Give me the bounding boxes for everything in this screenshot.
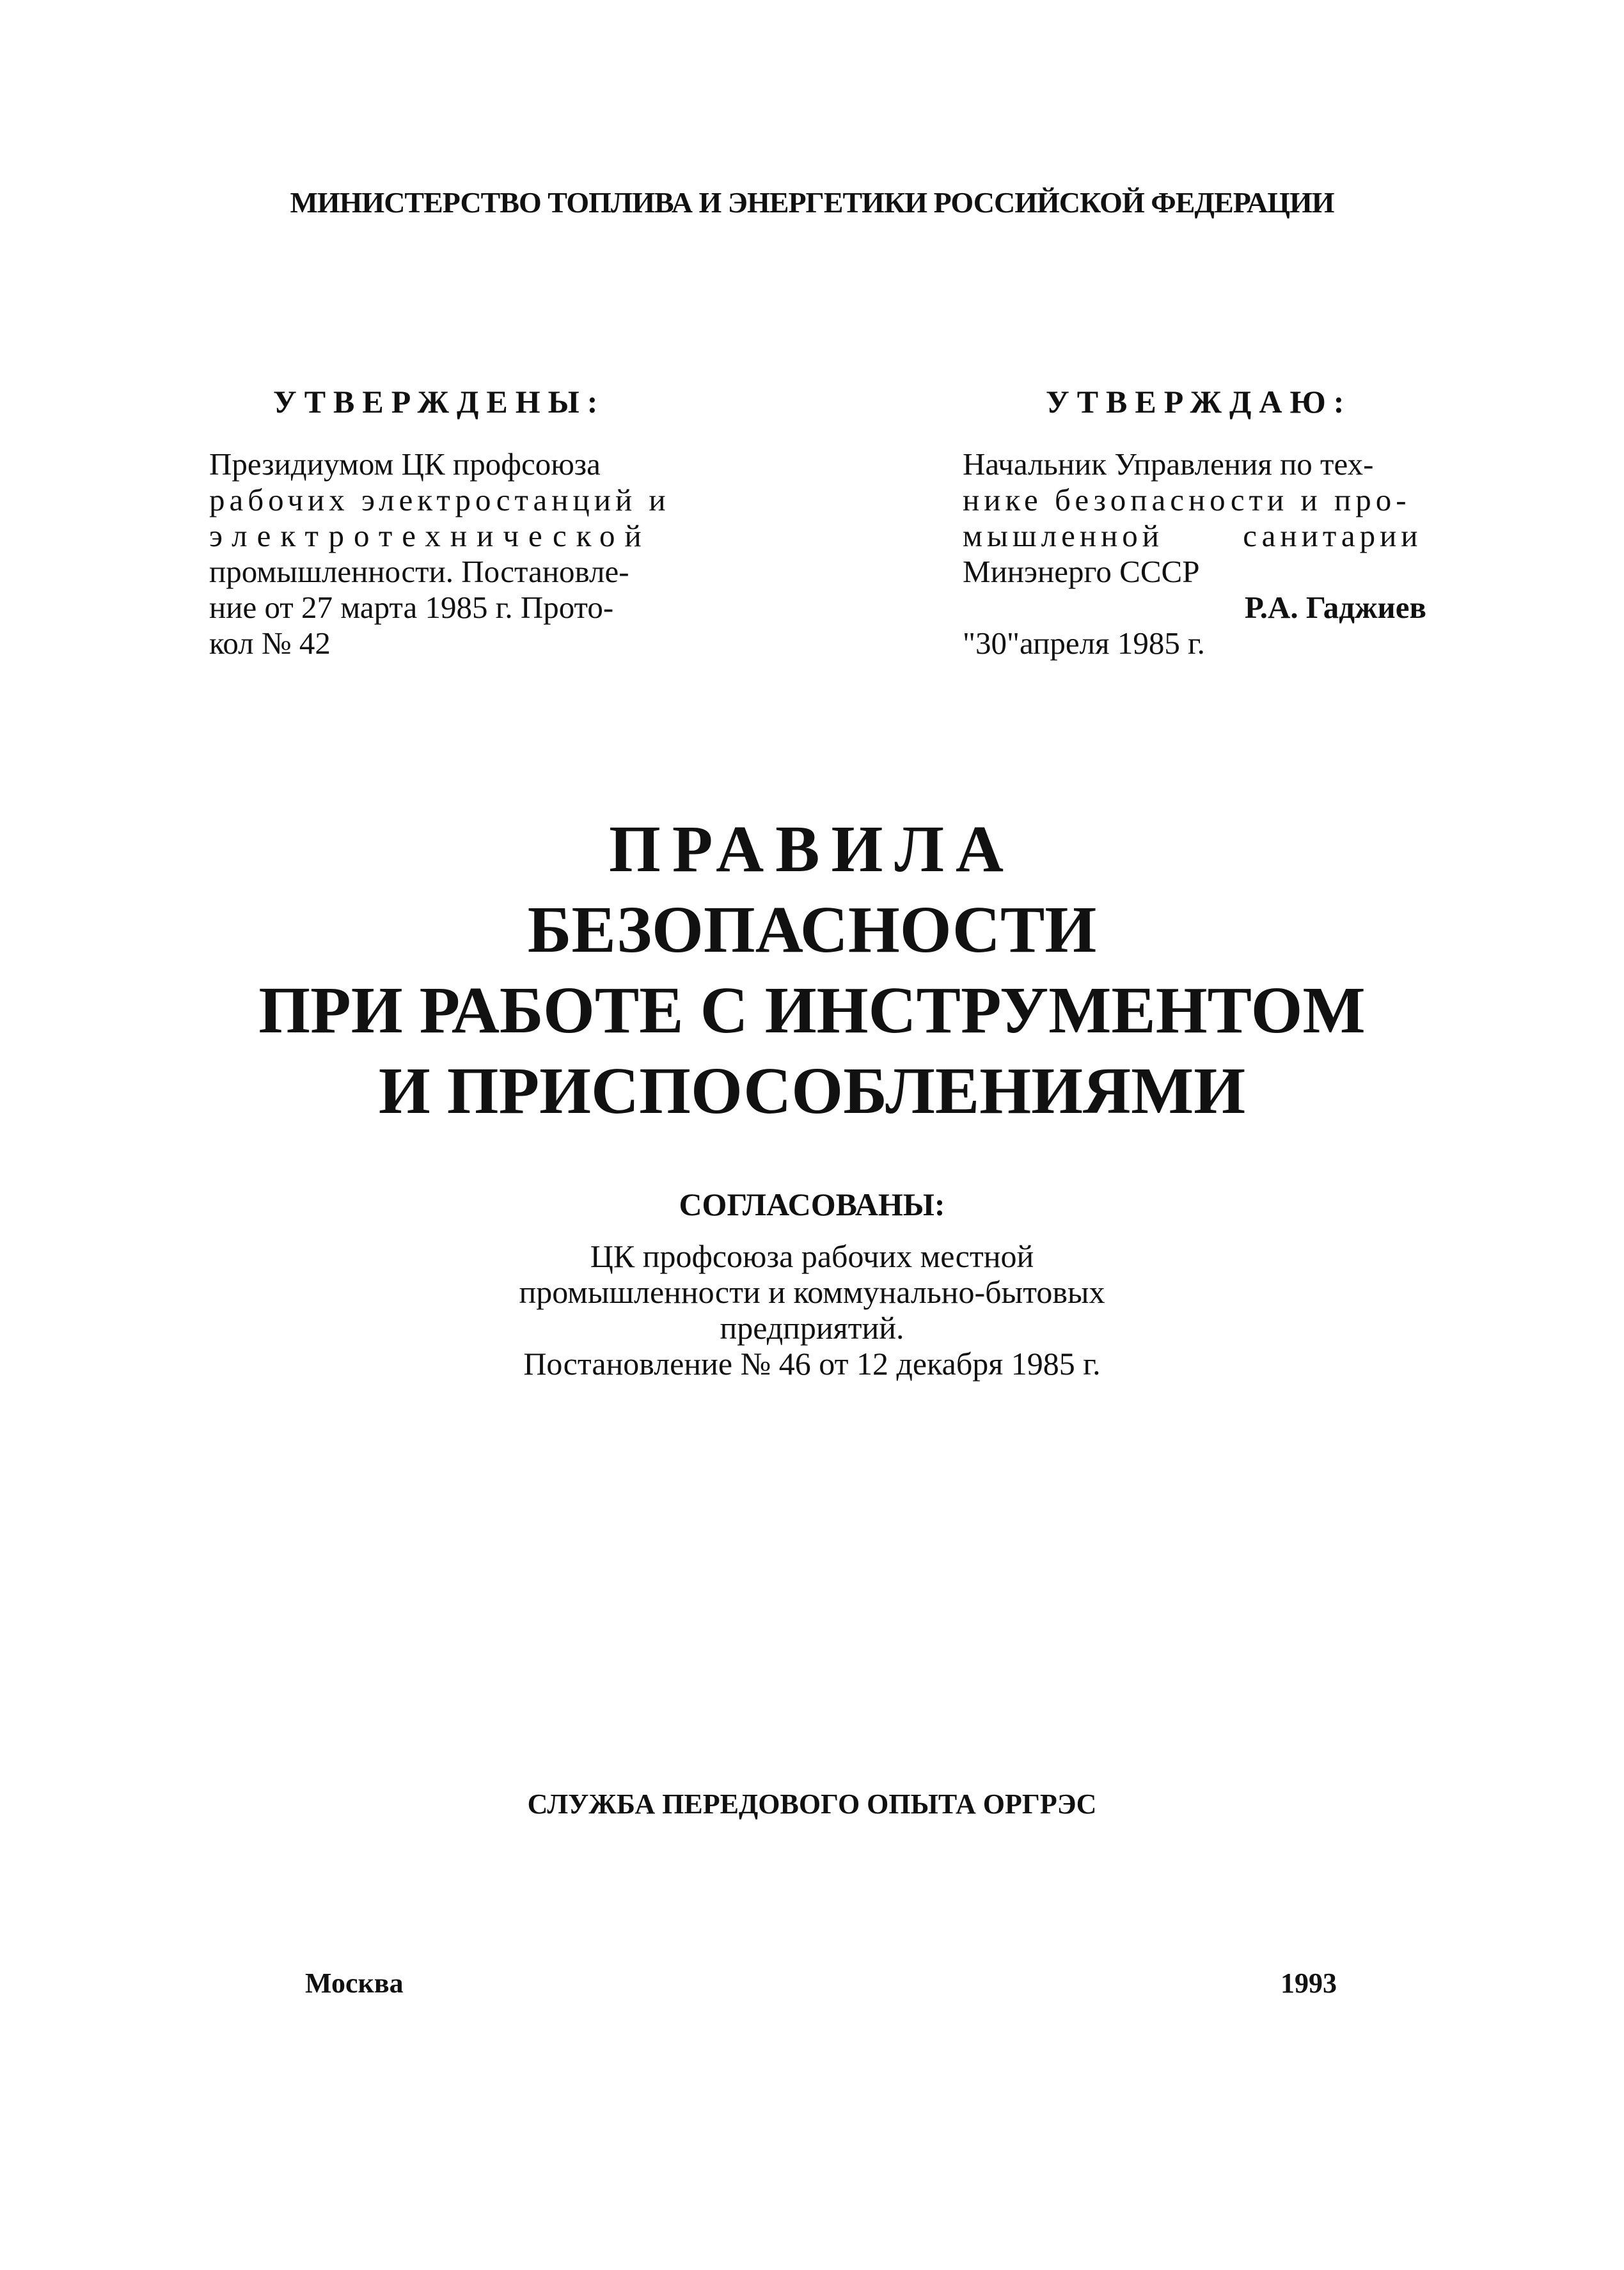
title-line-2: БЕЗОПАСНОСТИ — [527, 893, 1097, 966]
approved-line: Президиумом ЦК профсоюза — [209, 446, 601, 482]
confirm-line: Минэнерго СССР — [963, 554, 1200, 589]
approved-line: рабочих электростанций и — [209, 482, 670, 517]
agreed-line: промышленности и коммунально-бытовых — [519, 1274, 1105, 1310]
approved-line: кол № 42 — [209, 626, 331, 661]
publication-city: Москва — [305, 1967, 404, 1999]
title-line-3: ПРИ РАБОТЕ С ИНСТРУМЕНТОМ — [258, 973, 1366, 1047]
confirm-line: Начальник Управления по тех- — [963, 446, 1374, 482]
approved-heading: УТВЕРЖДЕНЫ: — [273, 384, 606, 420]
confirm-block — [963, 384, 1426, 661]
title-line-1: ПРАВИЛА — [608, 812, 1016, 886]
confirm-signer: Р.А. Гаджиев — [1244, 590, 1426, 625]
publication-year: 1993 — [1281, 1967, 1337, 1999]
approved-line: ние от 27 марта 1985 г. Прото- — [209, 590, 614, 625]
approved-block — [209, 384, 679, 661]
confirm-line: мышленной санитарии — [963, 518, 1423, 553]
confirm-heading: УТВЕРЖДАЮ: — [1046, 384, 1352, 420]
ministry-header: МИНИСТЕРСТВО ТОПЛИВА И ЭНЕРГЕТИКИ РОССИЙСКОЙ ФЕДЕРАЦИИ — [290, 186, 1334, 219]
agreed-line: предприятий. — [720, 1310, 904, 1346]
confirm-line: нике безопасности и про- — [963, 482, 1411, 517]
approved-line: электротехнической — [209, 518, 651, 553]
title-line-4: И ПРИСПОСОБЛЕНИЯМИ — [378, 1054, 1246, 1128]
publisher-service: СЛУЖБА ПЕРЕДОВОГО ОПЫТА ОРГРЭС — [527, 1788, 1097, 1820]
approved-line: промышленности. Постановле- — [209, 554, 629, 589]
agreed-line: Постановление № 46 от 12 декабря 1985 г. — [523, 1346, 1101, 1382]
agreed-line: ЦК профсоюза рабочих местной — [590, 1238, 1034, 1274]
agreed-heading: СОГЛАСОВАНЫ: — [679, 1186, 945, 1222]
agreed-block — [0, 1186, 1624, 1382]
confirm-date: "30"апреля 1985 г. — [963, 626, 1205, 661]
